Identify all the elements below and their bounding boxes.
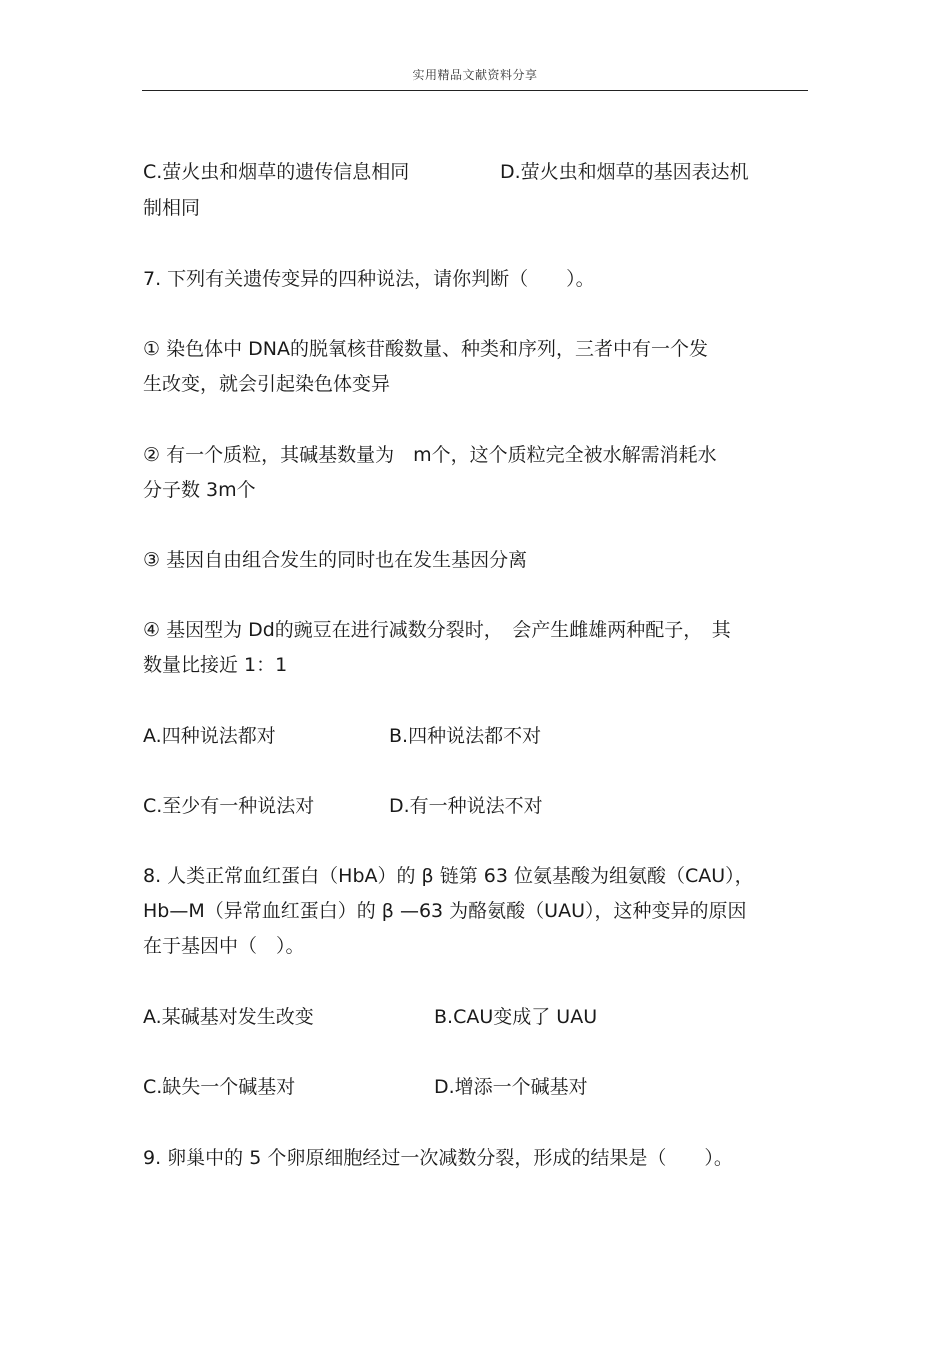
q7-option-b: B.四种说法都不对	[389, 725, 542, 747]
q7-option-d: D.有一种说法不对	[389, 795, 543, 817]
q8-option-a: A.某碱基对发生改变	[143, 1006, 314, 1028]
q6-option-c: C.萤火虫和烟草的遗传信息相同	[143, 161, 410, 183]
q7-statement-4-line2: 数量比接近 1：1	[143, 654, 288, 676]
q7-stem: 7. 下列有关遗传变异的四种说法，请你判断（ ）。	[143, 268, 595, 290]
q7-statement-1-line1: ① 染色体中 DNA的脱氧核苷酸数量、种类和序列，三者中有一个发	[143, 338, 708, 360]
q7-statement-2-line1: ② 有一个质粒，其碱基数量为 m个，这个质粒完全被水解需消耗水	[143, 444, 717, 466]
q8-stem-line1: 8. 人类正常血红蛋白（HbA）的 β 链第 63 位氨基酸为组氨酸（CAU），	[143, 865, 754, 887]
header-divider	[142, 90, 808, 91]
q9-stem: 9. 卵巢中的 5 个卵原细胞经过一次减数分裂，形成的结果是（ ）。	[143, 1147, 733, 1169]
q7-statement-4-line1: ④ 基因型为 Dd的豌豆在进行减数分裂时， 会产生雌雄两种配子， 其	[143, 619, 731, 641]
q8-stem-line3: 在于基因中（ ）。	[143, 935, 305, 957]
header-title: 实用精品文献资料分享	[412, 68, 538, 82]
q7-statement-3: ③ 基因自由组合发生的同时也在发生基因分离	[143, 549, 528, 571]
q6-option-d-line2: 制相同	[143, 197, 201, 219]
q7-statement-2-line2: 分子数 3m个	[143, 479, 256, 501]
q8-option-c: C.缺失一个碱基对	[143, 1076, 296, 1098]
q6-option-d-line1: D.萤火虫和烟草的基因表达机	[500, 161, 749, 183]
q7-option-a: A.四种说法都对	[143, 725, 276, 747]
q7-statement-1-line2: 生改变，就会引起染色体变异	[143, 373, 391, 395]
q8-option-b: B.CAU变成了 UAU	[434, 1006, 598, 1028]
q7-option-c: C.至少有一种说法对	[143, 795, 315, 817]
q8-stem-line2: Hb—M（异常血红蛋白）的 β —63 为酪氨酸（UAU），这种变异的原因	[143, 900, 747, 922]
q8-option-d: D.增添一个碱基对	[434, 1076, 588, 1098]
